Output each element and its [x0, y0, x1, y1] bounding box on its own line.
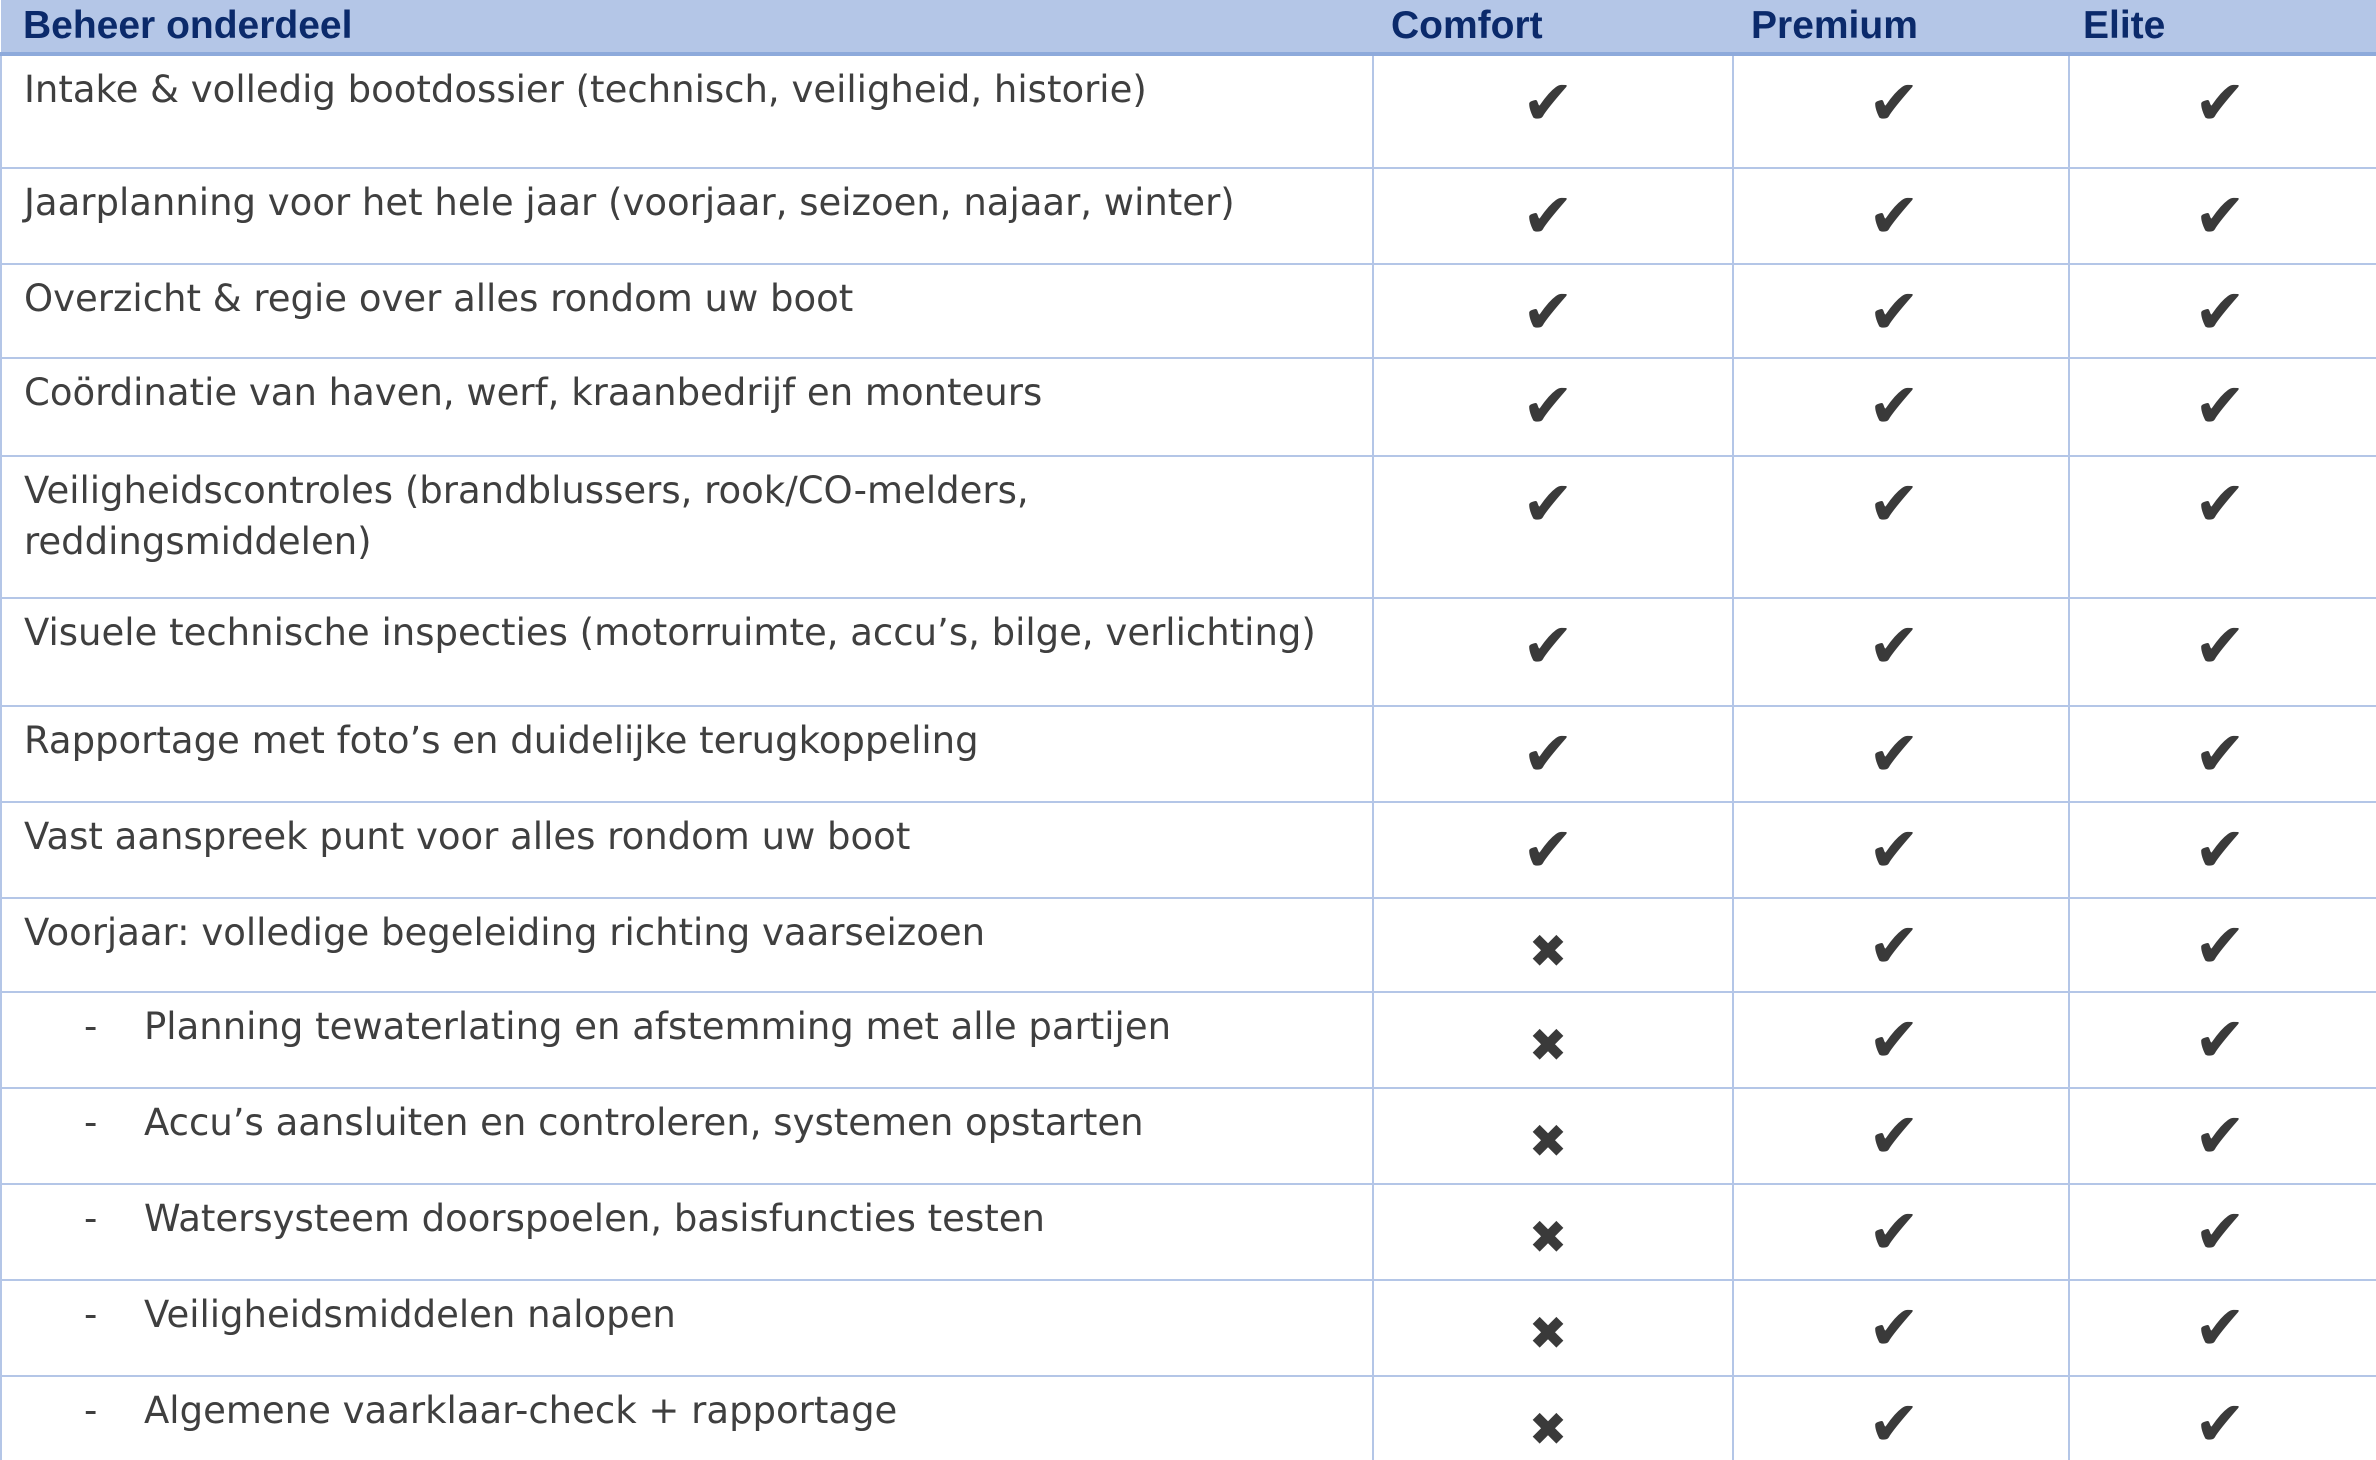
premium-cell [1733, 898, 2069, 992]
checkmark-icon: ✔ [1522, 717, 1574, 790]
elite-cell [2069, 1376, 2376, 1460]
elite-cell [2069, 598, 2376, 706]
comfort-cell [1373, 706, 1733, 802]
row-label-cell [1, 358, 1373, 456]
table-row [1, 1184, 2376, 1280]
row-label-cell [1, 598, 1373, 706]
checkmark-icon: ✔ [1868, 1291, 1920, 1364]
checkmark-icon: ✔ [1522, 275, 1574, 348]
bullet-dash: - [84, 1197, 98, 1240]
comfort-cell [1373, 264, 1733, 358]
table-row [1, 992, 2376, 1088]
table-row [1, 1280, 2376, 1376]
table-row [1, 168, 2376, 264]
checkmark-icon: ✔ [2194, 813, 2246, 886]
row-label: Voorjaar: volledige begeleiding richting vaarseizoen [24, 911, 986, 954]
cross-icon: ✖ [1528, 924, 1568, 978]
elite-cell [2069, 168, 2376, 264]
table-row [1, 456, 2376, 598]
checkmark-icon: ✔ [1868, 369, 1920, 442]
row-label-cell [1, 168, 1373, 264]
checkmark-icon: ✔ [2194, 1195, 2246, 1268]
row-label: Overzicht & regie over alles rondom uw boot [24, 277, 854, 320]
row-label: Veiligheidscontroles (brandblussers, rook/CO-melders, reddingsmiddelen) [24, 469, 1029, 563]
checkmark-icon: ✔ [1522, 609, 1574, 682]
checkmark-icon: ✔ [2194, 609, 2246, 682]
row-label-cell [1, 706, 1373, 802]
row-label: Watersysteem doorspoelen, basisfuncties testen [144, 1197, 1045, 1240]
row-label: Intake & volledig bootdossier (technisch, veiligheid, historie) [24, 68, 1147, 111]
checkmark-icon: ✔ [2194, 1387, 2246, 1460]
checkmark-icon: ✔ [1522, 66, 1574, 139]
table-row [1, 898, 2376, 992]
checkmark-icon: ✔ [2194, 467, 2246, 540]
row-label-cell [1, 264, 1373, 358]
comfort-cell [1373, 1376, 1733, 1460]
row-label: Accu’s aansluiten en controleren, systemen opstarten [144, 1101, 1144, 1144]
bullet-dash: - [84, 1389, 98, 1432]
checkmark-icon: ✔ [2194, 909, 2246, 982]
elite-cell [2069, 1280, 2376, 1376]
premium-cell [1733, 168, 2069, 264]
comfort-cell [1373, 168, 1733, 264]
bullet-dash: - [84, 1293, 98, 1336]
elite-cell [2069, 992, 2376, 1088]
checkmark-icon: ✔ [1522, 369, 1574, 442]
checkmark-icon: ✔ [1868, 1387, 1920, 1460]
table-row [1, 706, 2376, 802]
row-label-cell [1, 54, 1373, 168]
table-row [1, 358, 2376, 456]
elite-cell [2069, 1184, 2376, 1280]
premium-cell [1733, 54, 2069, 168]
row-label: Vast aanspreek punt voor alles rondom uw boot [24, 815, 911, 858]
checkmark-icon: ✔ [1868, 717, 1920, 790]
bullet-dash: - [84, 1101, 98, 1144]
premium-cell [1733, 706, 2069, 802]
checkmark-icon: ✔ [1868, 1003, 1920, 1076]
premium-cell [1733, 802, 2069, 898]
comfort-cell [1373, 54, 1733, 168]
cross-icon: ✖ [1528, 1306, 1568, 1360]
elite-cell [2069, 898, 2376, 992]
checkmark-icon: ✔ [2194, 179, 2246, 252]
table-body [1, 54, 2376, 1460]
checkmark-icon: ✔ [1868, 275, 1920, 348]
row-label-cell [1, 1280, 1373, 1376]
table-row [1, 802, 2376, 898]
checkmark-icon: ✔ [2194, 1291, 2246, 1364]
checkmark-icon: ✔ [2194, 275, 2246, 348]
header-row [1, 0, 2376, 54]
cross-icon: ✖ [1528, 1210, 1568, 1264]
premium-cell [1733, 1184, 2069, 1280]
row-label-cell [1, 1184, 1373, 1280]
premium-cell [1733, 456, 2069, 598]
row-label-cell [1, 1088, 1373, 1184]
row-label: Rapportage met foto’s en duidelijke terugkoppeling [24, 719, 979, 762]
comfort-cell [1373, 456, 1733, 598]
comfort-cell [1373, 358, 1733, 456]
checkmark-icon: ✔ [1868, 609, 1920, 682]
elite-cell [2069, 456, 2376, 598]
premium-cell [1733, 1088, 2069, 1184]
checkmark-icon: ✔ [2194, 1003, 2246, 1076]
header-premium: Premium [1733, 0, 2069, 54]
checkmark-icon: ✔ [1868, 1099, 1920, 1172]
premium-cell [1733, 598, 2069, 706]
row-label: Planning tewaterlating en afstemming met alle partijen [144, 1005, 1172, 1048]
elite-cell [2069, 264, 2376, 358]
comfort-cell [1373, 992, 1733, 1088]
table-row [1, 264, 2376, 358]
header-elite: Elite [2069, 0, 2376, 54]
row-label-cell [1, 456, 1373, 598]
checkmark-icon: ✔ [1868, 66, 1920, 139]
premium-cell [1733, 264, 2069, 358]
checkmark-icon: ✔ [1868, 1195, 1920, 1268]
cross-icon: ✖ [1528, 1402, 1568, 1456]
checkmark-icon: ✔ [1868, 813, 1920, 886]
comfort-cell [1373, 898, 1733, 992]
row-label-cell [1, 1376, 1373, 1460]
table-row [1, 54, 2376, 168]
elite-cell [2069, 54, 2376, 168]
elite-cell [2069, 802, 2376, 898]
table-row [1, 1088, 2376, 1184]
table-row [1, 598, 2376, 706]
checkmark-icon: ✔ [2194, 1099, 2246, 1172]
premium-cell [1733, 992, 2069, 1088]
header-beheer-onderdeel: Beheer onderdeel [1, 0, 1373, 54]
premium-cell [1733, 1376, 2069, 1460]
row-label: Jaarplanning voor het hele jaar (voorjaar, seizoen, najaar, winter) [24, 181, 1235, 224]
checkmark-icon: ✔ [2194, 369, 2246, 442]
cross-icon: ✖ [1528, 1018, 1568, 1072]
comfort-cell [1373, 1184, 1733, 1280]
checkmark-icon: ✔ [2194, 66, 2246, 139]
row-label-cell [1, 802, 1373, 898]
row-label-cell [1, 992, 1373, 1088]
checkmark-icon: ✔ [2194, 717, 2246, 790]
checkmark-icon: ✔ [1868, 179, 1920, 252]
row-label: Coördinatie van haven, werf, kraanbedrijf en monteurs [24, 371, 1043, 414]
checkmark-icon: ✔ [1522, 813, 1574, 886]
row-label: Algemene vaarklaar-check + rapportage [144, 1389, 898, 1432]
comfort-cell [1373, 1280, 1733, 1376]
premium-cell [1733, 1280, 2069, 1376]
comfort-cell [1373, 1088, 1733, 1184]
checkmark-icon: ✔ [1522, 179, 1574, 252]
comfort-cell [1373, 598, 1733, 706]
comfort-cell [1373, 802, 1733, 898]
elite-cell [2069, 706, 2376, 802]
checkmark-icon: ✔ [1868, 909, 1920, 982]
cross-icon: ✖ [1528, 1114, 1568, 1168]
elite-cell [2069, 1088, 2376, 1184]
row-label: Visuele technische inspecties (motorruimte, accu’s, bilge, verlichting) [24, 611, 1316, 654]
row-label: Veiligheidsmiddelen nalopen [144, 1293, 676, 1336]
checkmark-icon: ✔ [1522, 467, 1574, 540]
table-row [1, 1376, 2376, 1460]
elite-cell [2069, 358, 2376, 456]
bullet-dash: - [84, 1005, 98, 1048]
checkmark-icon: ✔ [1868, 467, 1920, 540]
header-comfort: Comfort [1373, 0, 1733, 54]
row-label-cell [1, 898, 1373, 992]
premium-cell [1733, 358, 2069, 456]
